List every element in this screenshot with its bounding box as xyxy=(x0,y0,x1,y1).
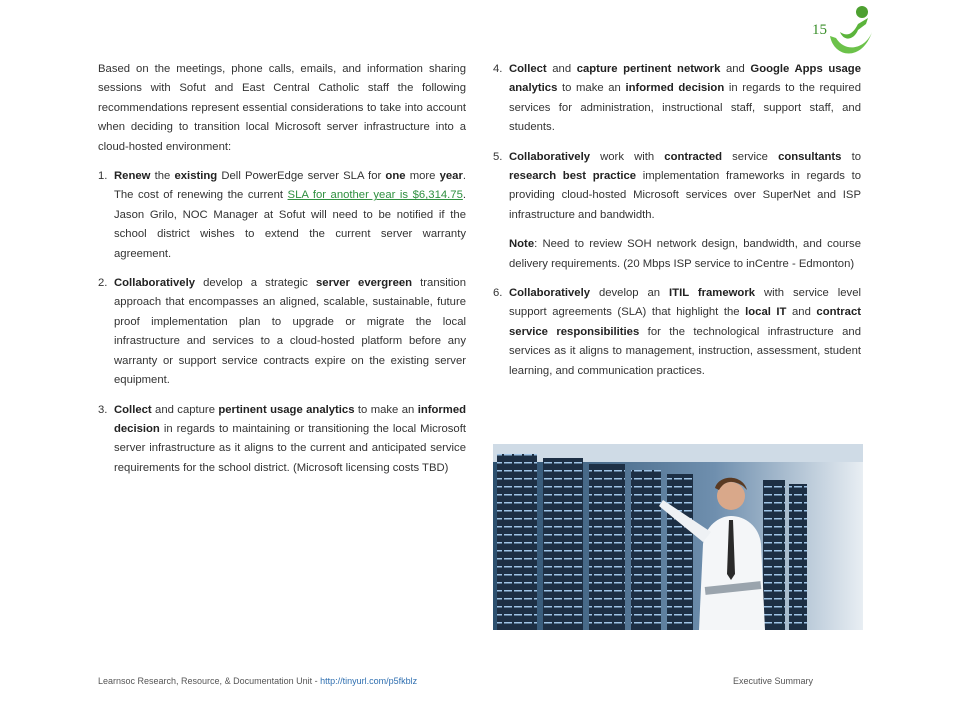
emphasis-text: one xyxy=(385,170,406,183)
emphasis-text: ITIL framework xyxy=(669,287,756,300)
page-number: 15 xyxy=(812,22,827,38)
item-text: . The cost of renewing the current xyxy=(114,170,466,202)
emphasis-text: Collect xyxy=(114,403,152,416)
item-text: . Jason Grilo, NOC Manager at Sofut will need to be notified if the school district wishes to extend the current server warranty agreement. xyxy=(114,189,466,260)
item-number: 6. xyxy=(493,287,503,300)
emphasis-text: Renew xyxy=(114,170,151,183)
item-number: 4. xyxy=(493,63,503,75)
item-number: 2. xyxy=(98,277,108,290)
intro-paragraph: Based on the meetings, phone calls, emails, and information sharing sessions with Sofut and East Central Catholic staff the following recommendations represent essential considerations to take into account when deciding to transition local Microsoft server infrastructure into a cloud-hosted environment: xyxy=(98,63,466,153)
item-text: develop an xyxy=(590,287,670,300)
recommendation-item xyxy=(98,274,466,390)
emphasis-text: Collaboratively xyxy=(509,287,590,300)
emphasis-text: Collaboratively xyxy=(509,150,590,163)
emphasis-text: year xyxy=(439,170,463,183)
footer-link[interactable]: http://tinyurl.com/p5fkblz xyxy=(320,676,418,686)
item-text: for the technological infrastructure and services as it aligns to management, instruction, assessment, student learning, and communication practices. xyxy=(509,325,861,377)
item-text: work with xyxy=(590,150,665,163)
sla-cost-link[interactable]: SLA for another year is $6,314.75 xyxy=(287,189,463,202)
recommendation-list-right xyxy=(493,60,861,225)
logo-icon xyxy=(816,2,880,66)
item-text: Dell PowerEdge server SLA for xyxy=(217,170,386,183)
emphasis-text: pertinent usage analytics xyxy=(218,403,355,416)
emphasis-text: informed decision xyxy=(625,82,725,95)
right-column xyxy=(493,60,861,391)
item-text: to xyxy=(841,150,862,163)
item-text: develop a strategic xyxy=(195,277,316,290)
item-text: in regards to maintaining or transitioning the local Microsoft server infrastructure as it aligns to the current and anticipated service requirements for the school district. (Microsoft licensing costs TBD) xyxy=(114,422,466,474)
item-text: the xyxy=(150,170,175,183)
item-text: to make an xyxy=(557,82,626,95)
emphasis-text: Google Apps usage analytics xyxy=(509,63,861,95)
item-text: transition approach that encompasses an aligned, scalable, sustainable, future proof implementation plan to upgrade or migrate the local infrastructure and services to a cloud-hosted platform before any warranty or support service contracts expire on the existing server equipment. xyxy=(114,277,466,387)
note-label: Note xyxy=(509,238,535,251)
emphasis-text: contracted xyxy=(664,150,723,163)
recommendation-list-left xyxy=(98,167,466,478)
footer-section-title: Executive Summary xyxy=(733,676,814,686)
footer-left xyxy=(98,676,417,686)
recommendation-item xyxy=(493,60,861,138)
footer-source: Learnsoc Research, Resource, & Documentation Unit - xyxy=(98,676,321,686)
item-text: to make an xyxy=(354,403,418,416)
emphasis-text: server evergreen xyxy=(316,277,413,290)
item-text: and xyxy=(720,63,751,75)
emphasis-text: research best practice xyxy=(509,170,637,183)
emphasis-text: Collaboratively xyxy=(114,277,195,290)
item-text: more xyxy=(405,170,440,183)
recommendation-item xyxy=(98,401,466,479)
item-number: 1. xyxy=(98,170,108,183)
emphasis-text: capture pertinent network xyxy=(576,63,721,75)
item-text: in regards to the required services for administration, instructional staff, support staff, and students. xyxy=(509,82,861,134)
item-number: 5. xyxy=(493,150,503,163)
recommendation-item xyxy=(493,148,861,226)
item-number: 3. xyxy=(98,403,108,416)
item-text: implementation frameworks in regards to providing cloud-hosted Microsoft services over SuperNet and ISP infrastructure and bandwidth. xyxy=(509,170,861,221)
server-room-photo xyxy=(493,444,863,630)
emphasis-text: informed decision xyxy=(114,403,467,435)
note-text: : Need to review SOH network design, bandwidth, and course delivery requirements. (20 Mbps ISP service to inCentre - Edmonton) xyxy=(509,238,861,270)
note-paragraph xyxy=(493,235,861,274)
recommendation-item xyxy=(493,284,861,381)
item-text: and xyxy=(546,63,577,75)
item-text: and capture xyxy=(151,403,219,416)
item-text: with service level support agreements (SLA) that highlight the xyxy=(509,287,862,319)
emphasis-text: contract service responsibilities xyxy=(509,306,861,338)
item-text: service xyxy=(722,150,779,163)
left-column xyxy=(98,60,466,488)
emphasis-text: local IT xyxy=(745,306,787,319)
recommendation-list-right-cont xyxy=(493,284,861,381)
emphasis-text: Collect xyxy=(509,63,547,75)
recommendation-item xyxy=(98,167,466,264)
emphasis-text: consultants xyxy=(778,150,842,163)
item-text: and xyxy=(786,306,817,319)
emphasis-text: existing xyxy=(174,170,218,183)
